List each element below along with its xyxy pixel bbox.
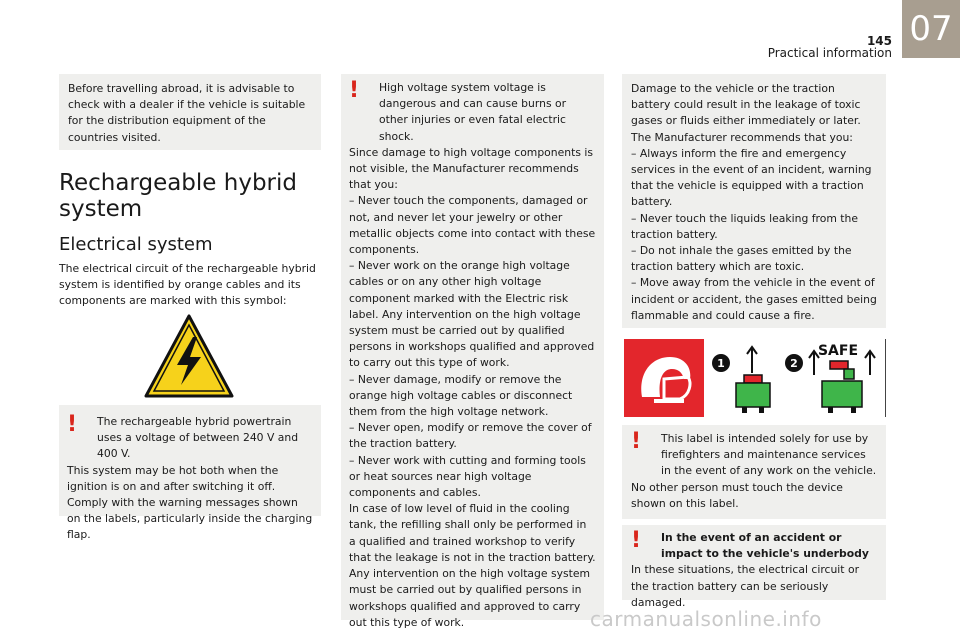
accident-title: In the event of an accident or impact to the vehicle's underbody xyxy=(661,531,869,561)
chapter-tab: 07 xyxy=(902,0,960,58)
label-warning-box xyxy=(622,425,886,519)
safe-text: SAFE xyxy=(817,343,859,359)
note-text: – Never touch the liquids leaking from the traction battery. xyxy=(631,211,859,241)
accident-text: In these situations, the electrical circuit or the traction battery can be seriously damaged. xyxy=(631,563,860,609)
warning-text: – Never open, modify or remove the cover of the traction battery. xyxy=(349,421,592,451)
note-text: – Do not inhale the gases emitted by the traction battery which are toxic. xyxy=(631,244,852,274)
warning-text: This system may be hot both when the ignition is on and after switching it off. xyxy=(67,463,279,493)
body-text: The electrical circuit of the rechargeable hybrid system is identified by orange cables and its components are marked with this symbol: xyxy=(59,262,316,308)
section-title: Practical information xyxy=(767,46,892,60)
warning-text: In case of low level of fluid in the cooling tank, the refilling shall only be performed in a qualified and trained workshop to verify that the leakage is not in the traction battery. xyxy=(349,502,596,564)
page-number: 145 xyxy=(866,34,892,48)
high-voltage-warning-icon xyxy=(143,313,235,399)
subsection-heading: Electrical system xyxy=(59,234,213,255)
warning-text: – Never damage, modify or remove the orange high voltage cables or disconnect them from the high voltage network. xyxy=(349,372,573,419)
exclamation-icon: ! xyxy=(349,78,360,103)
step-1-number: 1 xyxy=(717,357,725,370)
disconnect-plug-icon-2 xyxy=(809,351,875,413)
warning-text: Comply with the warning messages shown on the labels, particularly inside the charging flap. xyxy=(67,496,313,542)
high-voltage-warning-box xyxy=(341,74,604,629)
travel-note-box xyxy=(59,74,321,150)
warning-text: High voltage system voltage is dangerous and can cause burns or other injuries or even fatal electric shock. xyxy=(379,81,567,143)
warning-text: This label is intended solely for use by firefighters and maintenance services in the event of any work on the vehicle. xyxy=(661,432,877,478)
warning-text: – Never work on the orange high voltage cables or on any other high voltage component marked with the Electric risk label. Any intervention on the high voltage system must be carried out by qualified persons in workshops qualified and approved to carry out this type of work. xyxy=(349,259,595,370)
note-text: Damage to the vehicle or the traction battery could result in the leakage of toxic gases or fluids either immediately or later. The Manufacturer recommends that you: xyxy=(631,82,861,144)
warning-text: No other person must touch the device shown on this label. xyxy=(631,480,843,510)
warning-text: – Never work with cutting and forming tools or heat sources near high voltage components and cables. xyxy=(349,453,586,500)
warning-text: – Never touch the components, damaged or not, and never let your jewelry or other metallic objects come into contact with these components. xyxy=(349,194,596,257)
warning-text: Any intervention on the high voltage system must be carried out by qualified persons in workshops qualified and approved to carry out this type of work. xyxy=(349,567,591,629)
note-text: – Always inform the fire and emergency services in the event of an incident, warning that the vehicle is equipped with a traction battery. xyxy=(631,146,872,209)
firefighter-safe-label-figure xyxy=(624,339,886,417)
exclamation-icon: ! xyxy=(67,412,78,437)
warning-text: Since damage to high voltage components is not visible, the Manufacturer recommends that you: xyxy=(349,145,594,192)
travel-note-text: Before travelling abroad, it is advisable to check with a dealer if the vehicle is suitable for the distribution equipment of the countries visited. xyxy=(68,82,306,144)
warning-text: The rechargeable hybrid powertrain uses a voltage of between 240 V and 400 V. xyxy=(97,415,299,461)
step-2-number: 2 xyxy=(790,357,798,370)
exclamation-icon: ! xyxy=(631,528,642,553)
damage-note-box xyxy=(622,74,886,328)
note-text: – Move away from the vehicle in the event of incident or accident, the gases emitted being flammable and could cause a fire. xyxy=(631,276,877,322)
accident-warning-box xyxy=(622,525,886,609)
disconnect-plug-icon-1 xyxy=(736,347,770,413)
exclamation-icon: ! xyxy=(631,429,642,454)
section-heading: Rechargeable hybrid system xyxy=(59,170,297,222)
body-paragraph xyxy=(59,261,321,310)
powertrain-warning-box xyxy=(59,405,321,542)
watermark: carmanualsonline.info xyxy=(590,607,822,631)
